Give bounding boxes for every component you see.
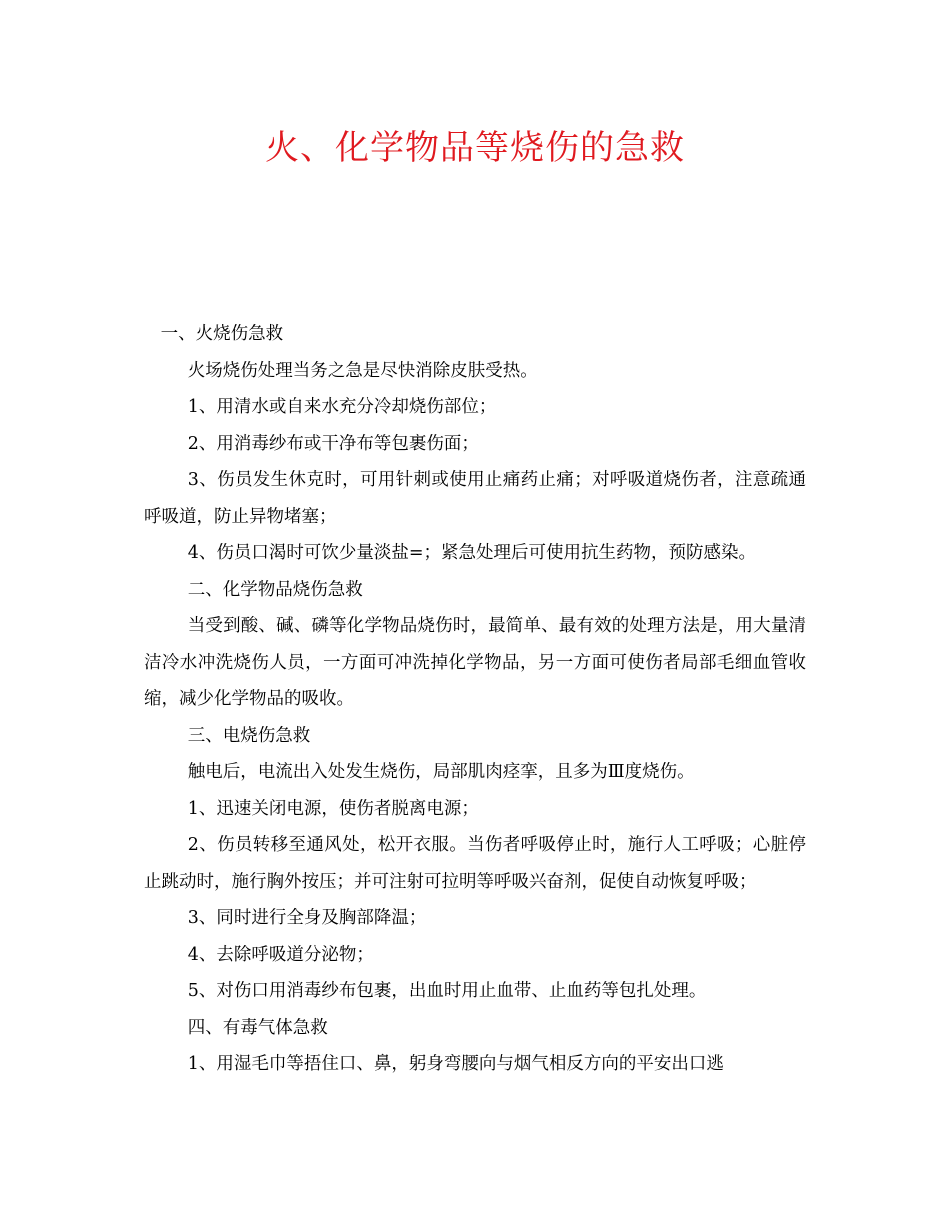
section-heading: 一、火烧伤急救 <box>160 324 284 344</box>
paragraph: 5、对伤口用消毒纱布包裹，出血时用止血带、止血药等包扎处理。 <box>187 981 707 1001</box>
paragraph: 1、迅速关闭电源，使伤者脱离电源； <box>187 798 479 819</box>
paragraph: 火场烧伤处理当务之急是尽快消除皮肤受热。 <box>187 360 538 381</box>
paragraph: 1、用清水或自来水充分冷却烧伤部位； <box>187 397 497 417</box>
page-title: 火、化学物品等烧伤的急救 <box>265 128 685 168</box>
paragraph: 4、伤员口渴时可饮少量淡盐=；紧急处理后可使用抗生药物，预防感染。 <box>187 543 757 563</box>
paragraph: 3、伤员发生休克时，可用针刺或使用止痛药止痛；对呼吸道烧伤者，注意疏通呼吸道，防止异物堵塞； <box>144 470 806 527</box>
paragraph: 4、去除呼吸道分泌物； <box>187 944 374 965</box>
paragraph: 四、有毒气体急救 <box>187 1017 328 1038</box>
paragraph: 三、电烧伤急救 <box>187 725 311 746</box>
paragraph: 当受到酸、碱、磷等化学物品烧伤时，最简单、最有效的处理方法是，用大量清洁冷水冲洗烧伤人员，一方面可冲洗掉化学物品，另一方面可使伤者局部毛细血管收缩，减少化学物品的吸收。 <box>144 616 806 709</box>
paragraph: 1、用湿毛巾等捂住口、鼻，躬身弯腰向与烟气相反方向的平安出口逃 <box>187 1054 724 1074</box>
paragraph: 触电后，电流出入处发生烧伤，局部肌肉痉挛，且多为Ⅲ度烧伤。 <box>187 762 695 782</box>
paragraph: 3、同时进行全身及胸部降温； <box>187 908 427 928</box>
paragraph: 2、伤员转移至通风处，松开衣服。当伤者呼吸停止时，施行人工呼吸；心脏停止跳动时，施行胸外按压；并可注射可拉明等呼吸兴奋剂，促使自动恢复呼吸； <box>144 835 806 892</box>
document-body <box>144 316 806 1083</box>
paragraph: 2、用消毒纱布或干净布等包裹伤面； <box>187 433 479 454</box>
paragraph: 二、化学物品烧伤急救 <box>187 579 363 600</box>
